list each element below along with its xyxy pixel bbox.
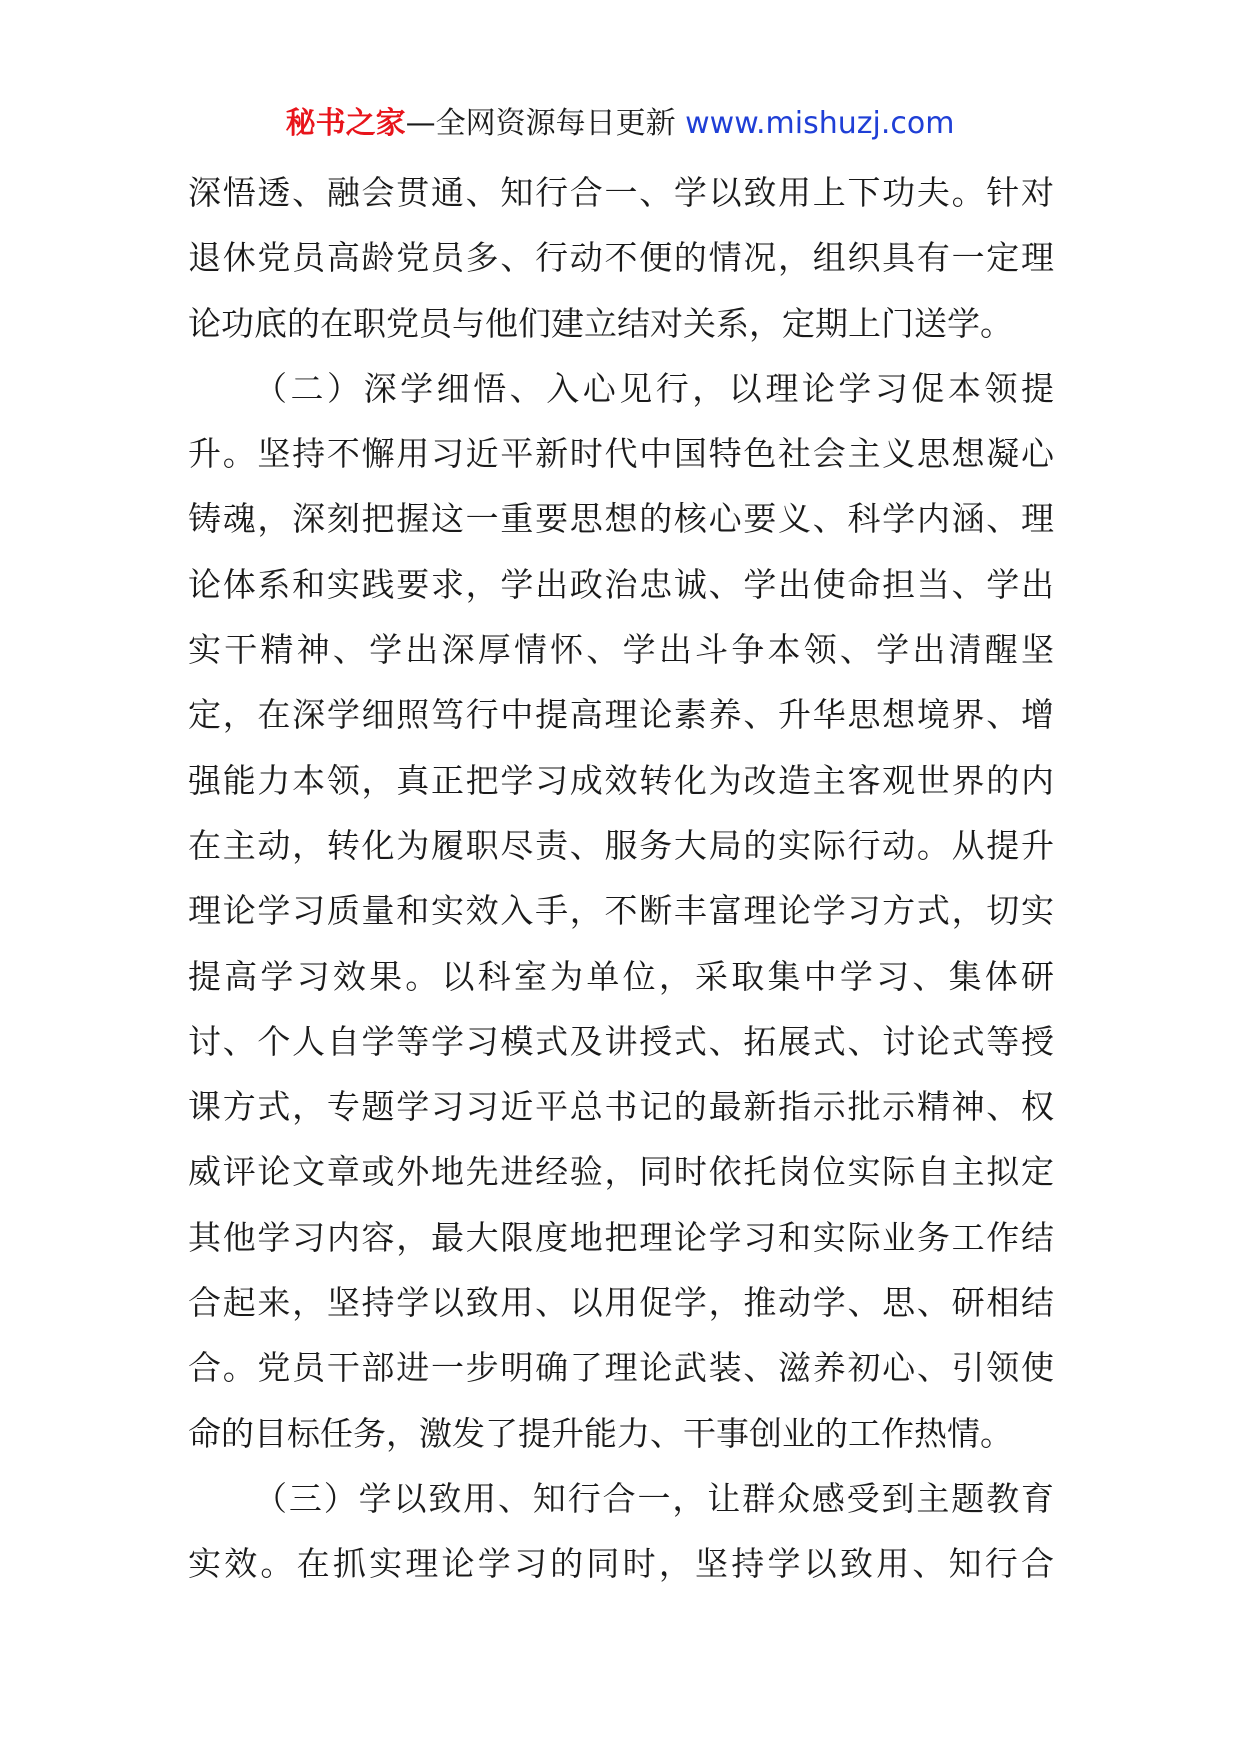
text-line: 升。坚持不懈用习近平新时代中国特色社会主义思想凝心	[188, 434, 1054, 474]
header-url-link[interactable]: www.mishuzj.com	[685, 106, 955, 141]
text-line: 命的目标任务，激发了提升能力、干事创业的工作热情。	[188, 1413, 1013, 1453]
text-line: 在主动，转化为履职尽责、服务大局的实际行动。从提升	[188, 825, 1054, 865]
text-line: 理论学习质量和实效入手，不断丰富理论学习方式，切实	[188, 891, 1054, 931]
document-body	[188, 160, 1054, 1597]
text-line: 退休党员高龄党员多、行动不便的情况，组织具有一定理	[188, 238, 1054, 278]
text-line: 讨、个人自学等学习模式及讲授式、拓展式、讨论式等授	[188, 1021, 1054, 1061]
text-line: 铸魂，深刻把握这一重要思想的核心要义、科学内涵、理	[188, 499, 1054, 539]
text-line: 威评论文章或外地先进经验，同时依托岗位实际自主拟定	[188, 1152, 1054, 1192]
text-line: 论功底的在职党员与他们建立结对关系，定期上门送学。	[188, 303, 1013, 343]
section-heading-line: （三）学以致用、知行合一，让群众感受到主题教育	[254, 1478, 1054, 1518]
section-heading-line: （二）深学细悟、入心见行，以理论学习促本领提	[254, 368, 1054, 408]
text-line: 合起来，坚持学以致用、以用促学，推动学、思、研相结	[188, 1283, 1054, 1323]
text-line: 实效。在抓实理论学习的同时，坚持学以致用、知行合	[188, 1544, 1054, 1584]
header-tagline: —全网资源每日更新	[405, 106, 676, 141]
page-header	[0, 104, 1240, 144]
header-brand: 秘书之家	[285, 106, 406, 141]
text-line: 合。党员干部进一步明确了理论武装、滋养初心、引领使	[188, 1348, 1054, 1388]
text-line: 实干精神、学出深厚情怀、学出斗争本领、学出清醒坚	[188, 630, 1054, 670]
text-line: 提高学习效果。以科室为单位，采取集中学习、集体研	[188, 956, 1054, 996]
text-line: 其他学习内容，最大限度地把理论学习和实际业务工作结	[188, 1217, 1054, 1257]
text-line: 课方式，专题学习习近平总书记的最新指示批示精神、权	[188, 1087, 1054, 1127]
text-line: 强能力本领，真正把学习成效转化为改造主客观世界的内	[188, 760, 1054, 800]
text-line: 深悟透、融会贯通、知行合一、学以致用上下功夫。针对	[188, 173, 1054, 212]
text-line: 定，在深学细照笃行中提高理论素养、升华思想境界、增	[188, 695, 1054, 735]
text-line: 论体系和实践要求，学出政治忠诚、学出使命担当、学出	[188, 564, 1054, 604]
